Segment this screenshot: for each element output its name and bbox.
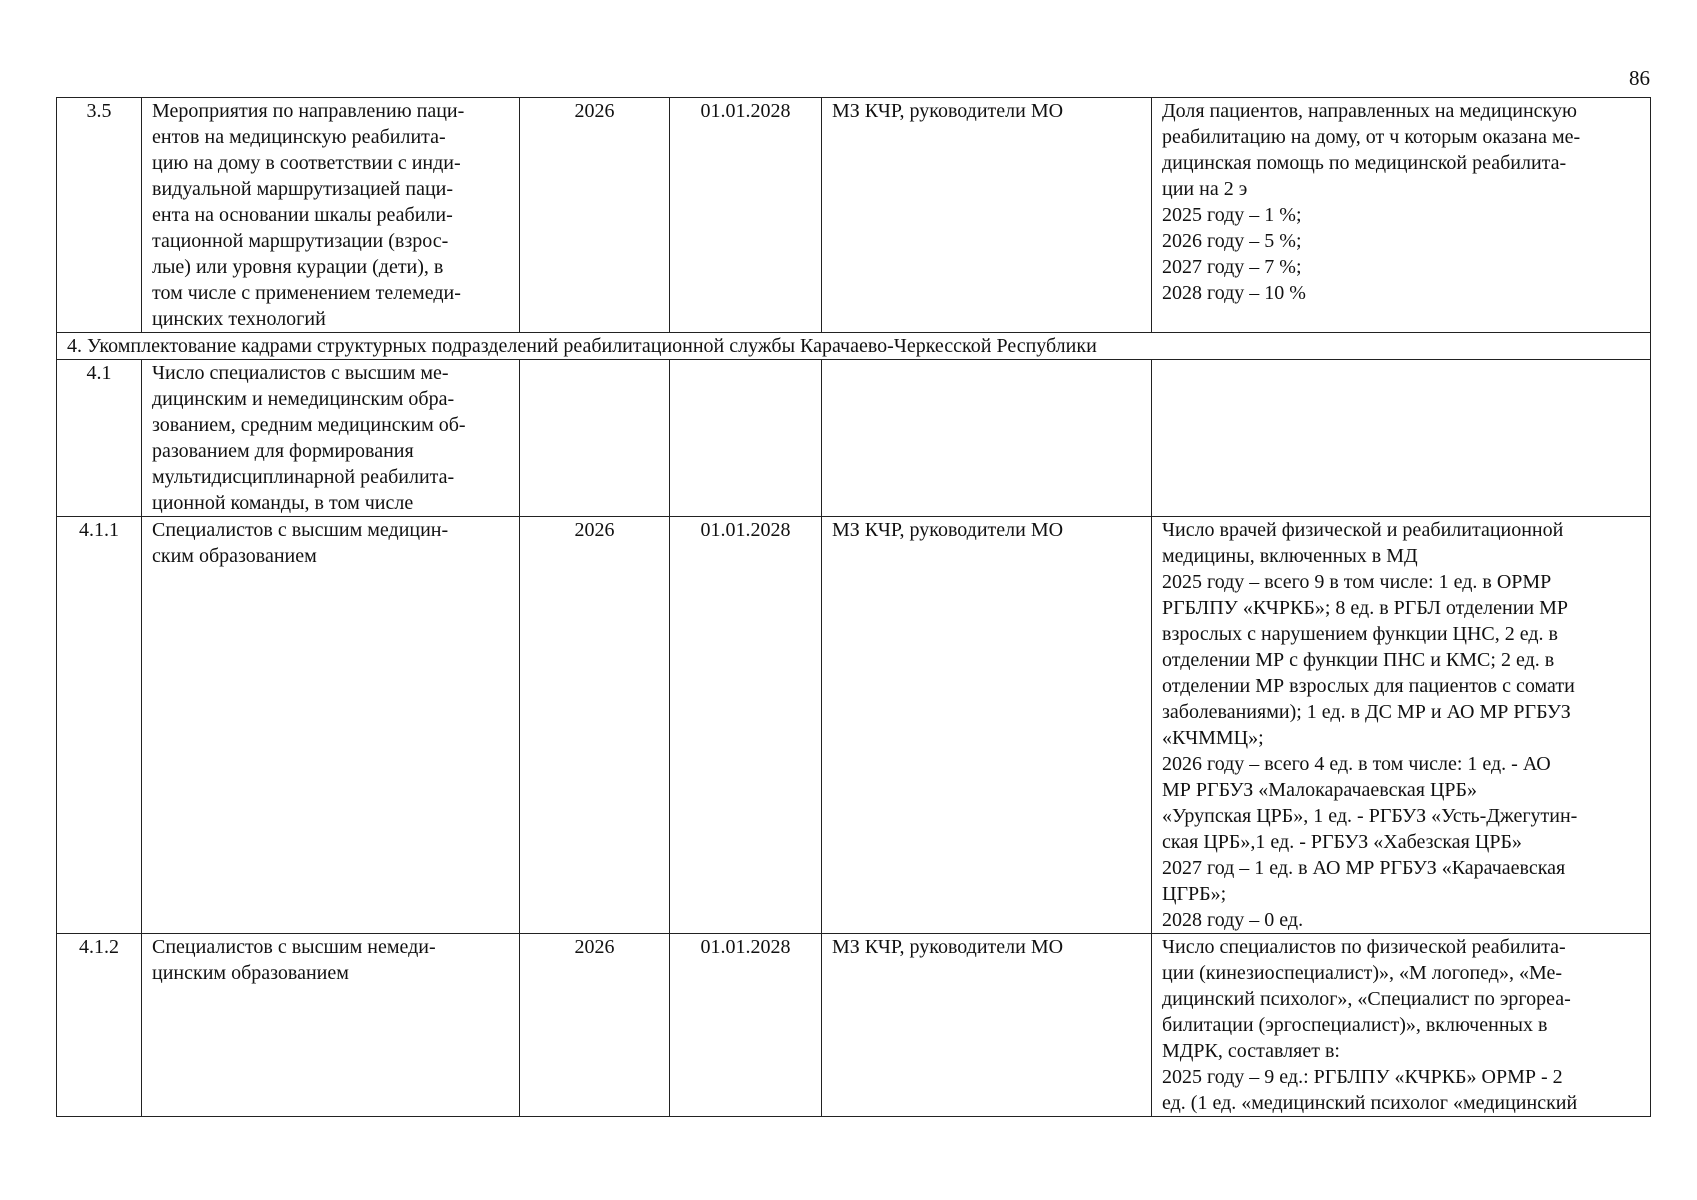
measure-line: ента на основании шкалы реабили-: [152, 204, 453, 226]
result-line: Доля пациентов, направленных на медицинскую: [1162, 100, 1577, 122]
result-line: 2027 год – 1 ед. в АО МР РГБУЗ «Карачаевская: [1162, 857, 1566, 879]
measure-cell: [142, 934, 520, 1117]
start-year: 2026: [520, 98, 670, 333]
result-line: 2025 году – 9 ед.: РГБЛПУ «КЧРКБ» ОРМР - 2: [1162, 1066, 1563, 1088]
section-row: [57, 333, 1651, 360]
result-line: медицины, включенных в МД: [1162, 545, 1418, 567]
measure-cell: [142, 517, 520, 934]
responsible: МЗ КЧР, руководители МО: [822, 934, 1152, 1117]
result-line: 2028 году – 0 ед.: [1162, 909, 1304, 931]
measure-cell: [142, 360, 520, 517]
result-line: Число специалистов по физической реабилита-: [1162, 936, 1566, 958]
result-cell: [1152, 934, 1651, 1117]
start-year: [520, 360, 670, 517]
result-line: реабилитацию на дому, от ч которым оказана ме-: [1162, 126, 1581, 148]
result-cell: [1152, 360, 1651, 517]
result-line: дицинская помощь по медицинской реабилита-: [1162, 152, 1567, 174]
measure-line: ентов на медицинскую реабилита-: [152, 126, 446, 148]
result-line: «Урупская ЦРБ», 1 ед. - РГБУЗ «Усть-Джегутин-: [1162, 805, 1578, 827]
result-line: заболеваниями); 1 ед. в ДС МР и АО МР РГБУЗ: [1162, 701, 1571, 723]
table-row: [57, 360, 1651, 517]
result-line: 2025 году – всего 9 в том числе: 1 ед. в ОРМР: [1162, 571, 1552, 593]
table-row: [57, 517, 1651, 934]
result-cell: [1152, 98, 1651, 333]
measure-line: ским образованием: [152, 545, 317, 567]
responsible: МЗ КЧР, руководители МО: [822, 98, 1152, 333]
result-line: ЦГРБ»;: [1162, 883, 1227, 905]
result-line: 2025 году – 1 %;: [1162, 204, 1302, 226]
result-line: 2026 году – всего 4 ед. в том числе: 1 ед. - АО: [1162, 753, 1551, 775]
item-number: 3.5: [57, 98, 142, 333]
start-year: 2026: [520, 934, 670, 1117]
responsible: [822, 360, 1152, 517]
result-line: билитации (эргоспециалист)», включенных в: [1162, 1014, 1548, 1036]
end-date: 01.01.2028: [670, 517, 822, 934]
section-title: 4. Укомплектование кадрами структурных подразделений реабилитационной службы Карачаево-Черкесской Республики: [57, 333, 1651, 360]
measure-line: Мероприятия по направлению паци-: [152, 100, 465, 122]
measure-line: Число специалистов с высшим ме-: [152, 362, 449, 384]
item-number: 4.1.1: [57, 517, 142, 934]
measure-line: Специалистов с высшим медицин-: [152, 519, 449, 541]
measure-line: разованием для формирования: [152, 440, 414, 462]
measure-line: мультидисциплинарной реабилита-: [152, 466, 455, 488]
item-number: 4.1: [57, 360, 142, 517]
result-line: 2026 году – 5 %;: [1162, 230, 1302, 252]
end-date: 01.01.2028: [670, 98, 822, 333]
result-line: МР РГБУЗ «Малокарачаевская ЦРБ»: [1162, 779, 1478, 801]
measure-line: лые) или уровня курации (дети), в: [152, 256, 444, 278]
measure-line: дицинским и немедицинским обра-: [152, 388, 455, 410]
end-date: [670, 360, 822, 517]
end-date: 01.01.2028: [670, 934, 822, 1117]
result-line: отделении МР взрослых для пациентов с сомати: [1162, 675, 1575, 697]
table-row: [57, 934, 1651, 1117]
plan-table: [56, 97, 1651, 1117]
result-line: МДРК, составляет в:: [1162, 1040, 1340, 1062]
measure-line: Специалистов с высшим немеди-: [152, 936, 436, 958]
result-line: ции (кинезиоспециалист)», «М логопед», «Ме-: [1162, 962, 1563, 984]
result-line: ции на 2 э: [1162, 178, 1248, 200]
result-line: «КЧММЦ»;: [1162, 727, 1264, 749]
result-line: 2028 году – 10 %: [1162, 282, 1306, 304]
result-line: взрослых с нарушением функции ЦНС, 2 ед. в: [1162, 623, 1558, 645]
measure-line: видуальной маршрутизацией паци-: [152, 178, 454, 200]
result-line: ед. (1 ед. «медицинский психолог «медицинский: [1162, 1092, 1578, 1114]
measure-line: тационной маршрутизации (взрос-: [152, 230, 449, 252]
measure-line: ционной команды, в том числе: [152, 492, 414, 514]
result-line: ская ЦРБ»,1 ед. - РГБУЗ «Хабезская ЦРБ»: [1162, 831, 1522, 853]
result-cell: [1152, 517, 1651, 934]
measure-line: том числе с применением телемеди-: [152, 282, 461, 304]
measure-line: цию на дому в соответствии с инди-: [152, 152, 461, 174]
measure-cell: [142, 98, 520, 333]
measure-line: цинских технологий: [152, 308, 326, 330]
page-number: 86: [1629, 66, 1650, 90]
result-line: дицинский психолог», «Специалист по эргореа-: [1162, 988, 1571, 1010]
result-line: отделении МР с функции ПНС и КМС; 2 ед. в: [1162, 649, 1555, 671]
responsible: МЗ КЧР, руководители МО: [822, 517, 1152, 934]
result-line: РГБЛПУ «КЧРКБ»; 8 ед. в РГБЛ отделении МР: [1162, 597, 1569, 619]
start-year: 2026: [520, 517, 670, 934]
result-line: 2027 году – 7 %;: [1162, 256, 1302, 278]
table-row: [57, 98, 1651, 333]
measure-line: зованием, средним медицинским об-: [152, 414, 466, 436]
measure-line: цинским образованием: [152, 962, 349, 984]
result-line: Число врачей физической и реабилитационной: [1162, 519, 1564, 541]
item-number: 4.1.2: [57, 934, 142, 1117]
